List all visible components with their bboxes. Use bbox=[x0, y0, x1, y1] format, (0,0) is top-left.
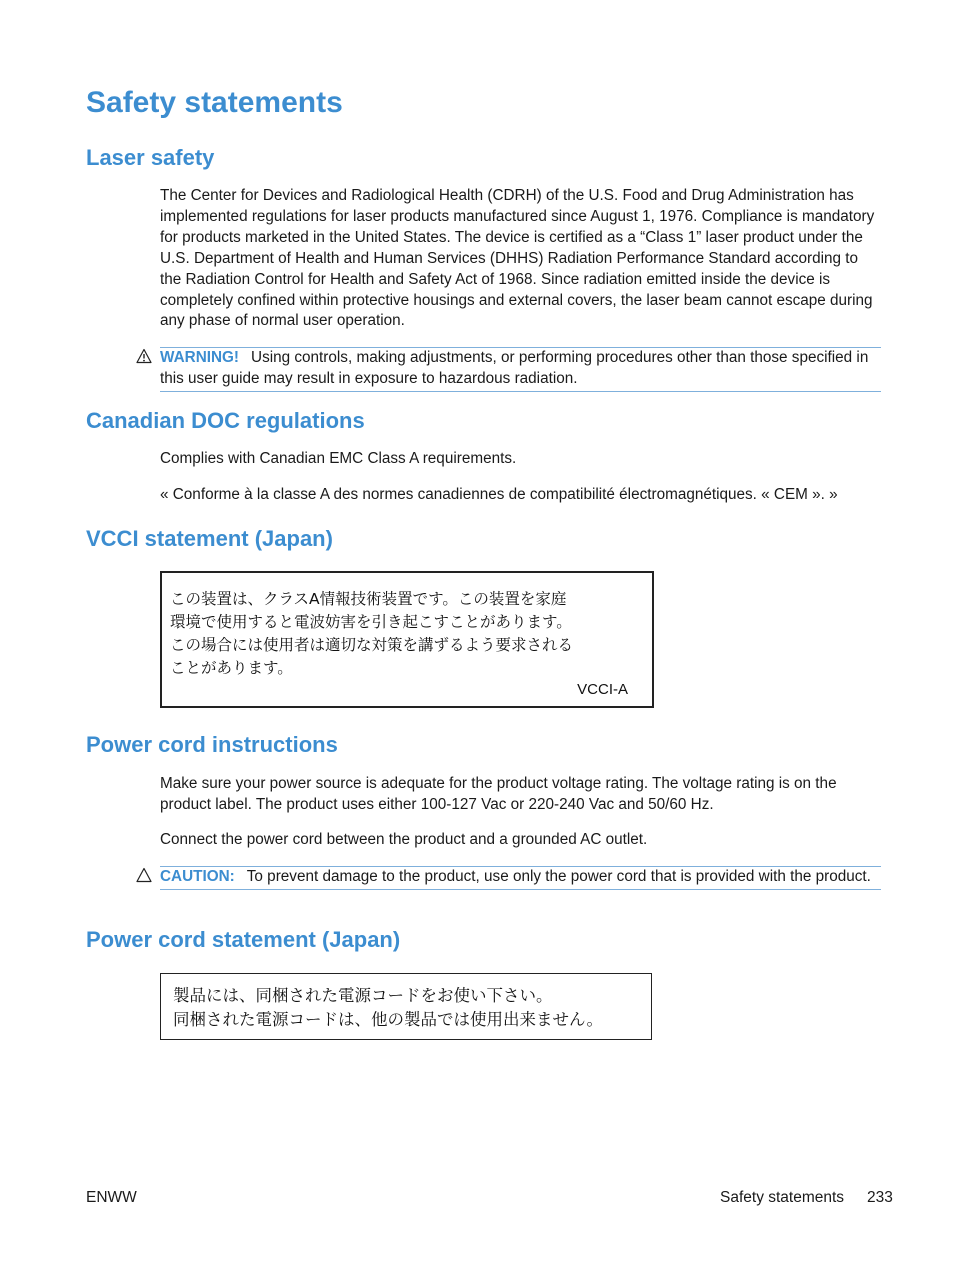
footer-left-label: ENWW bbox=[86, 1189, 137, 1206]
vcci-heading: VCCI statement (Japan) bbox=[86, 526, 333, 551]
caution-text: To prevent damage to the product, use only the power cord that is provided with the product. bbox=[246, 868, 871, 885]
canadian-line-2: « Conforme à la classe A des normes canadiennes de compatibilité électromagnétiques. « CEM ». » bbox=[160, 486, 838, 503]
footer-section-title: Safety statements bbox=[720, 1189, 845, 1206]
vcci-line: この装置は、クラスA情報技術装置です。この装置を家庭 bbox=[170, 590, 567, 608]
power-cord-japan-heading: Power cord statement (Japan) bbox=[86, 927, 401, 952]
caution-note bbox=[160, 866, 881, 890]
vcci-mark: VCCI-A bbox=[577, 681, 628, 698]
warning-icon bbox=[136, 348, 152, 364]
vcci-line: 環境で使用すると電波妨害を引き起こすことがあります。 bbox=[170, 613, 572, 631]
warning-note bbox=[160, 347, 881, 392]
caution-label: CAUTION: bbox=[160, 868, 235, 885]
power-cord-paragraph-1: Make sure your power source is adequate for the product voltage rating. The voltage rating is on the product label. The product uses either 100-127 Vac or 220-240 Vac and 50/60 Hz. bbox=[160, 775, 837, 813]
vcci-line: この場合には使用者は適切な対策を講ずるよう要求される bbox=[170, 636, 574, 654]
laser-safety-heading: Laser safety bbox=[86, 145, 215, 170]
laser-safety-paragraph: The Center for Devices and Radiological Health (CDRH) of the U.S. Food and Drug Administration has implemented regulations for laser products manufactured since August 1, 1976. Compliance is mandatory for products marketed in the United States. The device is certified as a “Class 1” laser product under the U.S. Department of Health and Human Services (DHHS) Radiation Performance Standard according to the Radiation Control for Health and Safety Act of 1968. Since radiation emitted inside the device is completely confined within protective housings and external covers, the laser beam cannot escape during any phase of normal user operation. bbox=[160, 187, 875, 330]
footer-page-number: 233 bbox=[867, 1189, 893, 1206]
power-cord-heading: Power cord instructions bbox=[86, 732, 338, 757]
power-cord-japan-line: 同梱された電源コードは、他の製品では使用出来ません。 bbox=[173, 1010, 603, 1029]
canadian-doc-heading: Canadian DOC regulations bbox=[86, 408, 365, 433]
vcci-line: ことがあります。 bbox=[170, 659, 293, 677]
power-cord-japan-line: 製品には、同梱された電源コードをお使い下さい。 bbox=[173, 986, 553, 1005]
warning-label: WARNING! bbox=[160, 349, 240, 366]
warning-text: Using controls, making adjustments, or performing procedures other than those specified in this user guide may result in exposure to hazardous radiation. bbox=[160, 349, 869, 387]
power-cord-paragraph-2: Connect the power cord between the product and a grounded AC outlet. bbox=[160, 831, 648, 848]
canadian-line-1: Complies with Canadian EMC Class A requirements. bbox=[160, 450, 517, 467]
page-title: Safety statements bbox=[86, 86, 343, 119]
power-cord-japan-box bbox=[160, 973, 652, 1040]
caution-icon bbox=[136, 867, 152, 883]
vcci-statement-box bbox=[160, 571, 654, 708]
